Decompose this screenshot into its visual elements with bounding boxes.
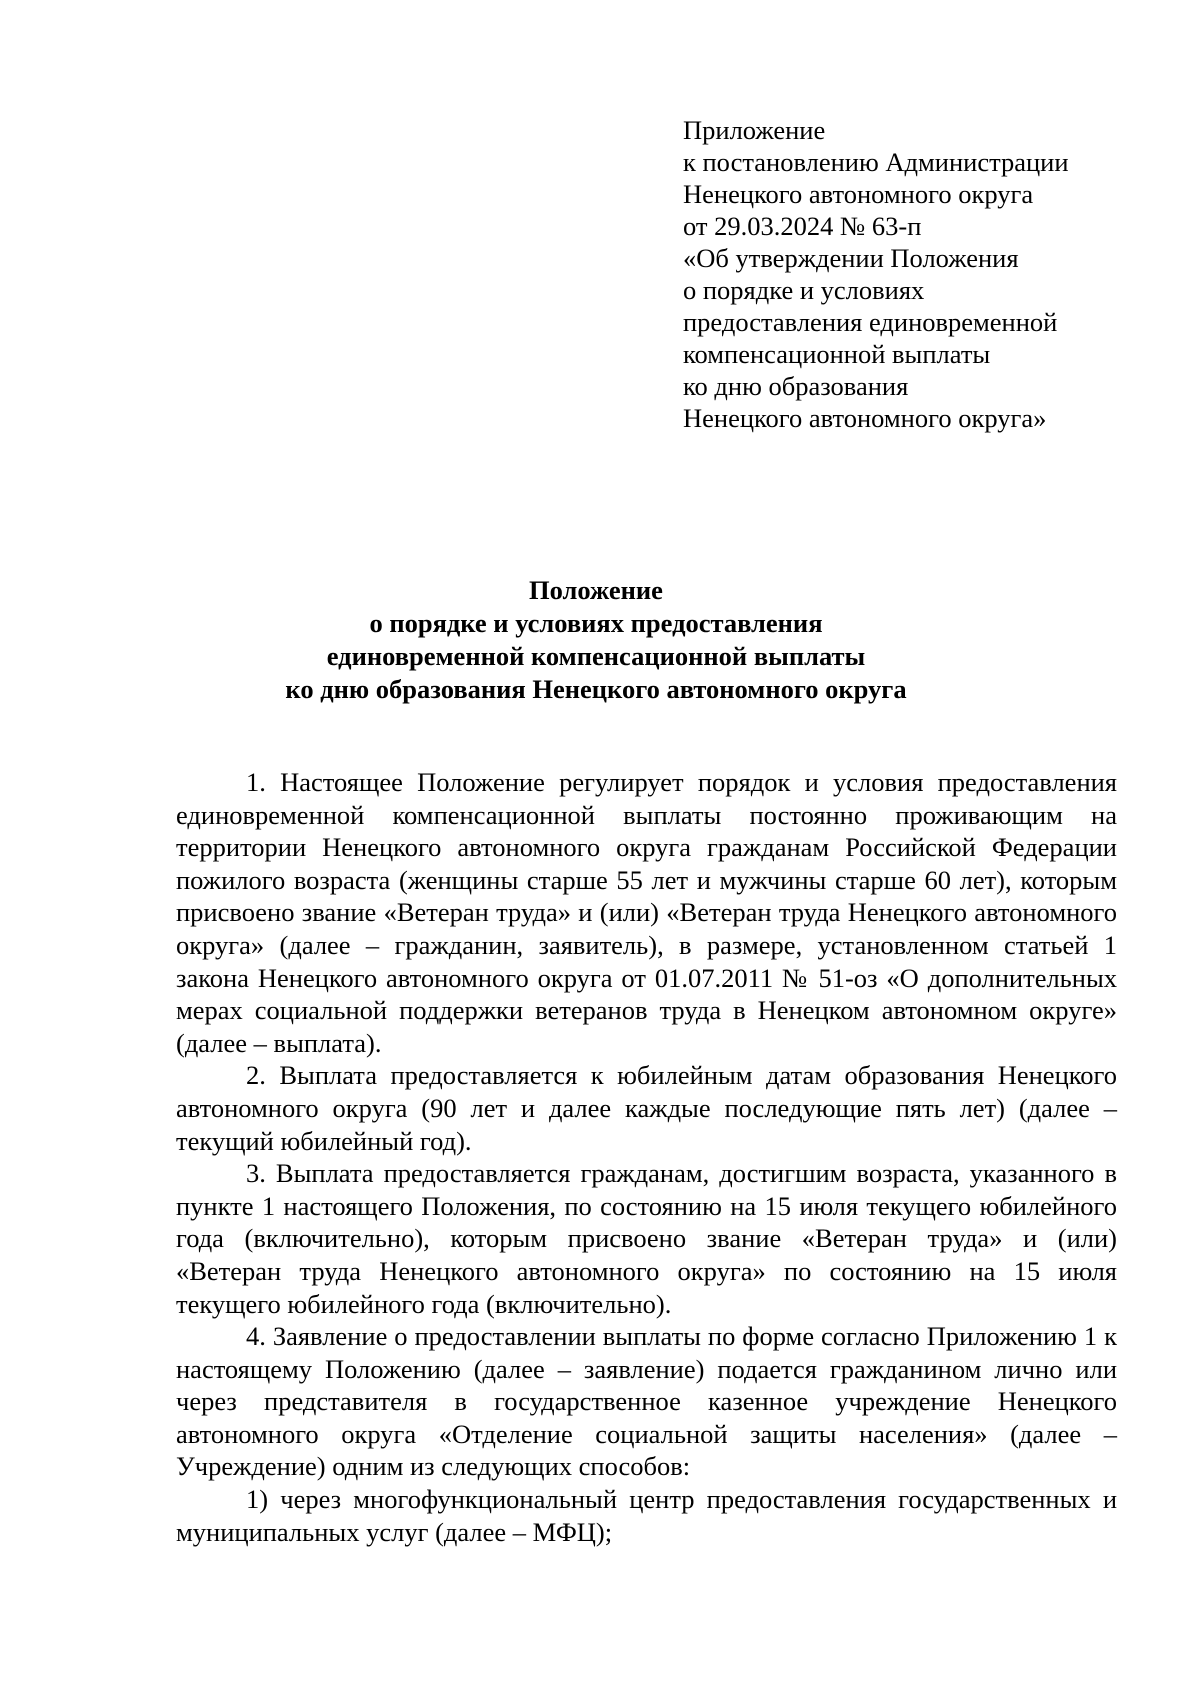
paragraph-4: 4. Заявление о предоставлении выплаты по форме согласно Приложению 1 к настоящему Положению (далее – заявление) подается гражданином лично или через представителя в государственное казенное учреждение Ненецкого автономного округа «Отделение социальной защиты населения» (далее – Учреждение) одним из следующих способов: — [176, 1321, 1117, 1482]
document-body — [176, 766, 1117, 1548]
annex-line: ко дню образования — [683, 371, 909, 401]
annex-header — [683, 114, 1153, 434]
annex-line: компенсационной выплаты — [683, 339, 991, 369]
annex-line: Ненецкого автономного округа — [683, 179, 1034, 209]
annex-line: предоставления единовременной — [683, 307, 1058, 337]
annex-line: о порядке и условиях — [683, 275, 925, 305]
paragraph-1: 1. Настоящее Положение регулирует порядок и условия предоставления единовременной компенсационной выплаты постоянно проживающим на территории Ненецкого автономного округа гражданам Российской Федерации пожилого возраста (женщины старше 55 лет и мужчины старше 60 лет), которым присвоено звание «Ветеран труда» и (или) «Ветеран труда Ненецкого автономного округа» (далее – гражданин, заявитель), в размере, установленном статьей 1 закона Ненецкого автономного округа от 01.07.2011 № 51-оз «О дополнительных мерах социальной поддержки ветеранов труда в Ненецком автономном округе» (далее – выплата). — [176, 767, 1117, 1058]
annex-line: «Об утверждении Положения — [683, 243, 1019, 273]
annex-line: Приложение — [683, 115, 826, 145]
annex-line: от 29.03.2024 № 63-п — [683, 211, 922, 241]
title-line: единовременной компенсационной выплаты — [326, 641, 866, 671]
paragraph-3: 3. Выплата предоставляется гражданам, достигшим возраста, указанного в пункте 1 настоящего Положения, по состоянию на 15 июля текущего юбилейного года (включительно), которым присвоено звание «Ветеран труда» и (или) «Ветеран труда Ненецкого автономного округа» по состоянию на 15 июля текущего юбилейного года (включительно). — [176, 1158, 1117, 1319]
document-title — [170, 574, 1022, 706]
annex-line: к постановлению Администрации — [683, 147, 1069, 177]
annex-line: Ненецкого автономного округа» — [683, 403, 1047, 433]
title-line: о порядке и условиях предоставления — [369, 608, 823, 638]
paragraph-4-item-1: 1) через многофункциональный центр предоставления государственных и муниципальных услуг (далее – МФЦ); — [176, 1484, 1117, 1547]
title-line: ко дню образования Ненецкого автономного округа — [285, 674, 907, 704]
paragraph-2: 2. Выплата предоставляется к юбилейным датам образования Ненецкого автономного округа (90 лет и далее каждые последующие пять лет) (далее – текущий юбилейный год). — [176, 1060, 1117, 1156]
title-line: Положение — [529, 575, 663, 605]
